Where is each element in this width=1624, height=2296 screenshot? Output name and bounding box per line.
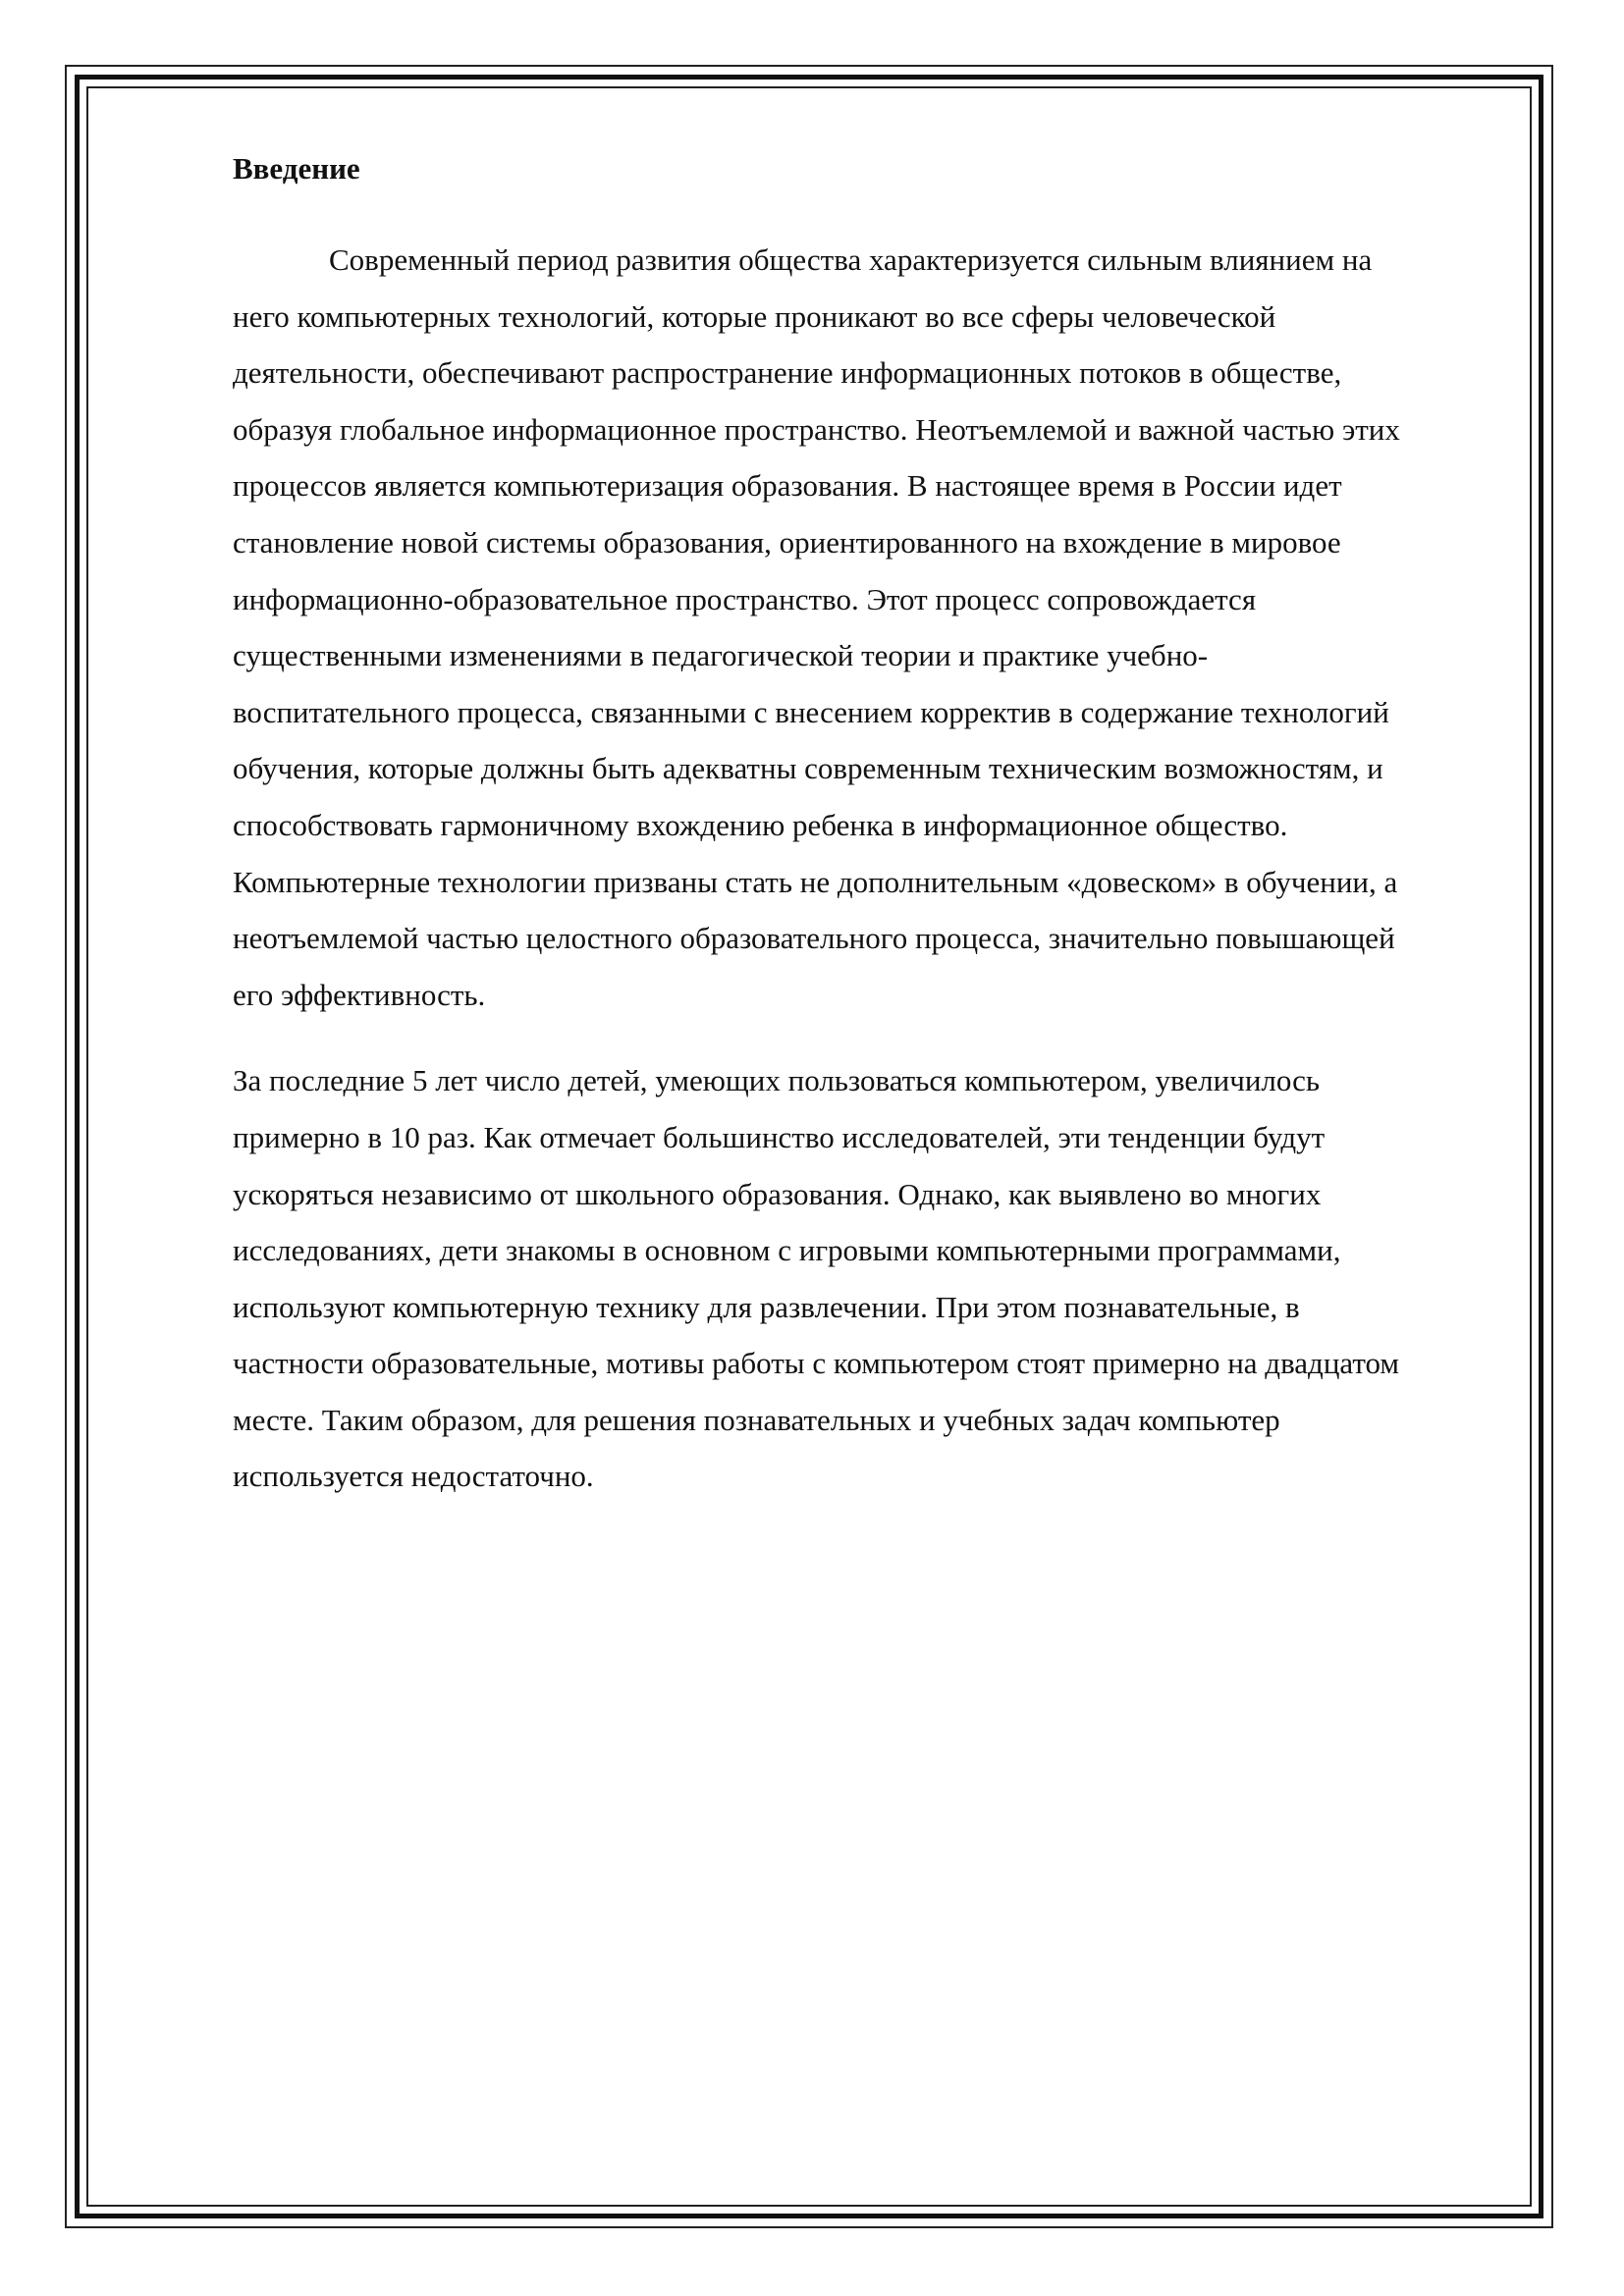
paragraph-line: Компьютерные технологии призваны стать не дополнительным «довеском» в обучении, а	[233, 864, 1398, 899]
paragraph-line: деятельности, обеспечивают распространение информационных потоков в обществе,	[233, 355, 1342, 391]
paragraph-line: исследованиях, дети знакомы в основном с игровыми компьютерными программами,	[233, 1233, 1341, 1268]
paragraph-line: примерно в 10 раз. Как отмечает большинство исследователей, эти тенденции будут	[233, 1119, 1326, 1154]
section-heading: Введение	[233, 151, 360, 186]
paragraph-intro	[233, 232, 1509, 1023]
paragraph-line: существенными изменениями в педагогической теории и практике учебно-	[233, 638, 1209, 673]
paragraph-line: неотъемлемой частью целостного образовательного процесса, значительно повышающей	[233, 921, 1395, 956]
paragraph-line: его эффективность.	[233, 977, 486, 1012]
paragraph-line: ускоряться независимо от школьного образования. Однако, как выявлено во многих	[233, 1176, 1322, 1211]
paragraph-line: Современный период развития общества характеризуется сильным влиянием на	[329, 242, 1373, 277]
paragraph-line: становление новой системы образования, ориентированного на вхождение в мировое	[233, 524, 1341, 560]
paragraph-line: обучения, которые должны быть адекватны современным техническим возможностям, и	[233, 751, 1383, 786]
paragraph-line: используется недостаточно.	[233, 1459, 594, 1494]
paragraph-line: используют компьютерную технику для развлечении. При этом познавательные, в	[233, 1289, 1300, 1324]
paragraph-line: него компьютерных технологий, которые проникают во все сферы человеческой	[233, 298, 1276, 334]
paragraph-line: воспитательного процесса, связанными с внесением корректив в содержание технологий	[233, 694, 1389, 729]
paragraph-line: способствовать гармоничному вхождению ребенка в информационное общество.	[233, 807, 1288, 842]
document-body	[233, 149, 1509, 1505]
paragraph-line: информационно-образовательное пространство. Этот процесс сопровождается	[233, 581, 1257, 616]
paragraph-line: процессов является компьютеризация образования. В настоящее время в России идет	[233, 468, 1342, 504]
paragraph-line: За последние 5 лет число детей, умеющих пользоваться компьютером, увеличилось	[233, 1063, 1321, 1098]
paragraph-line: частности образовательные, мотивы работы с компьютером стоят примерно на двадцатом	[233, 1346, 1400, 1381]
paragraph-statistics	[233, 1052, 1509, 1505]
paragraph-line: образуя глобальное информационное пространство. Неотъемлемой и важной частью этих	[233, 411, 1400, 447]
paragraph-line: месте. Таким образом, для решения познавательных и учебных задач компьютер	[233, 1402, 1280, 1437]
